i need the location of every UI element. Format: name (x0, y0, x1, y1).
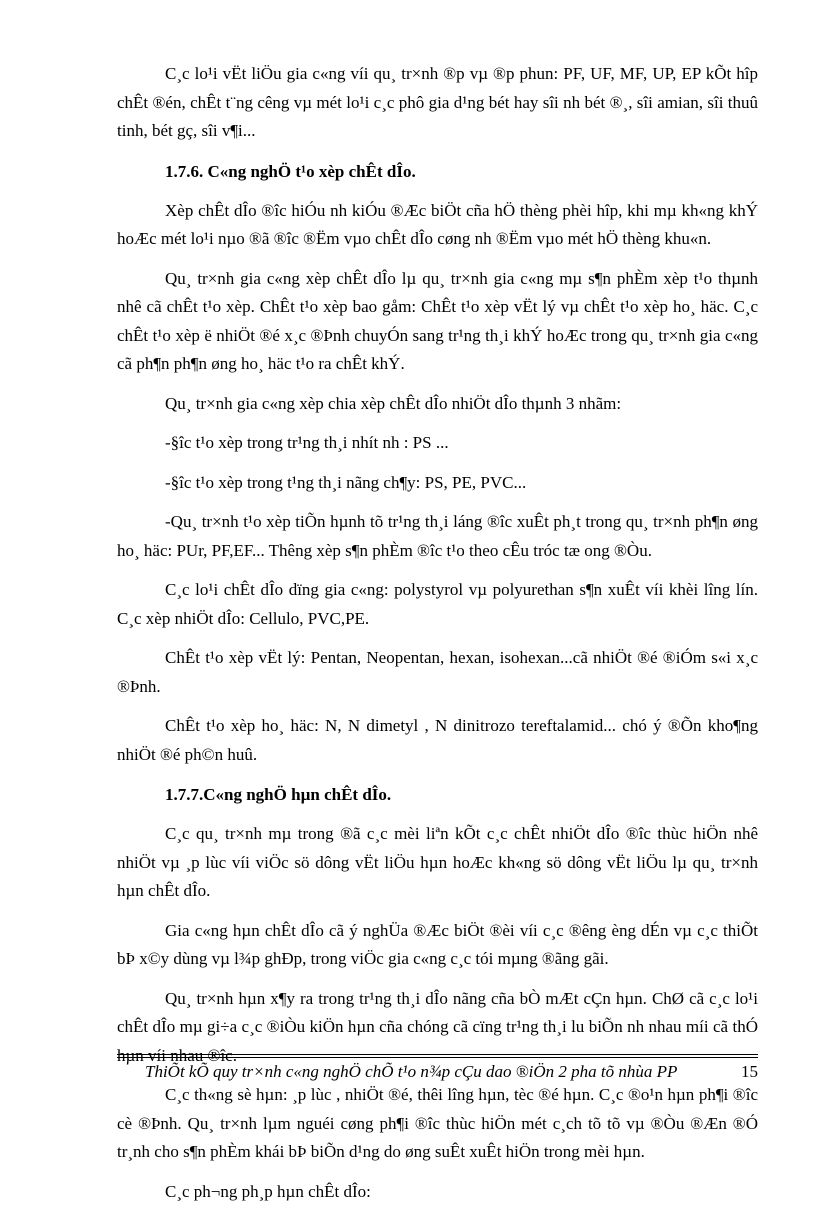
page-body (117, 60, 758, 1217)
paragraph: ChÊt t¹o xèp vËt lý: Pentan, Neopentan, hexan, isohexan...cã nhiÖt ®é ®iÓm s«i x¸c ®Þnh. (117, 648, 758, 696)
paragraph: Qu¸ tr×nh hµn x¶y ra trong tr¹ng th¸i dÎo nãng cña bÒ mÆt cÇn hµn. ChØ cã c¸c lo¹i chÊt dÎo mµ gi÷a c¸c ®iÒu kiÖn hµn cña chóng cã cïng tr¹ng th¸i lu biÕn nh nhau míi cã thÓ hµn víi nhau ®îc. (117, 988, 758, 1065)
paragraph: Xèp chÊt dÎo ®îc hiÓu nh kiÓu ®Æc biÖt cña hÖ thèng phèi hîp, khi mµ kh«ng khÝ hoÆc mét lo¹i nµo ®ã ®îc ®Ëm vµo chÊt dÎo cøng nh ®Ëm vµo mét hÖ thèng khu«n. (117, 200, 758, 248)
paragraph: Qu¸ tr×nh gia c«ng xèp chia xèp chÊt dÎo nhiÖt dÎo thµnh 3 nhãm: (165, 393, 622, 413)
paragraph: Gia c«ng hµn chÊt dÎo cã ý nghÜa ®Æc biÖt ®èi víi c¸c ®êng èng dÉn vµ c¸c thiÕt bÞ x©y dùng vµ l¾p ghÐp, trong viÖc gia c«ng c¸c tói mµng ®ãng gãi. (117, 920, 758, 968)
section-heading-1-7-6: 1.7.6. C«ng nghÖ t¹o xèp chÊt dÎo. (165, 161, 416, 181)
paragraph: C¸c lo¹i chÊt dÎo dïng gia c«ng: polystyrol vµ polyurethan s¶n xuÊt víi khèi lîng lín. C¸c xèp nhiÖt dÎo: Cellulo, PVC,PE. (117, 580, 758, 628)
bullet-item: -§îc t¹o xèp trong t¹ng th¸i nãng ch¶y: PS, PE, PVC... (165, 472, 527, 492)
paragraph: ChÊt t¹o xèp ho¸ häc: N, N dimetyl , N dinitrozo tereftalamid... chó ý ®Õn kho¶ng nhiÖt ®é ph©n huû. (117, 716, 758, 764)
paragraph: C¸c qu¸ tr×nh mµ trong ®ã c¸c mèi liªn kÕt c¸c chÊt nhiÖt dÎo ®îc thùc hiÖn nhê nhiÖt vµ ¸p lùc víi viÖc sö dông vËt liÖu hµn hoÆc kh«ng sö dông vËt liÖu lµ qu¸ tr×nh hµn chÊt dÎo. (117, 824, 758, 900)
paragraph: C¸c ph¬ng ph¸p hµn chÊt dÎo: (165, 1181, 371, 1201)
intro-paragraph: C¸c lo¹i vËt liÖu gia c«ng víi qu¸ tr×nh ®p vµ ®p phun: PF, UF, MF, UP, EP kÕt hîp chÊt ®én, chÊt t¨ng cêng vµ mét lo¹i c¸c phô gia d¹ng bét hay sîi nh bét ®¸, sîi amian, sîi thuû tinh, bét gç, sîi v¶i... (117, 64, 758, 140)
paragraph: Qu¸ tr×nh gia c«ng xèp chÊt dÎo lµ qu¸ tr×nh gia c«ng mµ s¶n phÈm xèp t¹o thµnh nhê cã chÊt t¹o xèp. ChÊt t¹o xèp bao gåm: ChÊt t¹o xèp vËt lý vµ chÊt t¹o xèp ho¸ häc. C¸c chÊt t¹o xèp ë nhiÖt ®é x¸c ®Þnh chuyÓn sang tr¹ng th¸i khÝ hoÆc trong qu¸ tr×nh gia c«ng cã ph¶n ph¶n øng ho¸ häc t¹o ra chÊt khÝ. (117, 268, 758, 373)
footer-rule-bottom (117, 1057, 758, 1058)
bullet-item: -§îc t¹o xèp trong tr¹ng th¸i nhít nh : PS ... (165, 433, 449, 452)
section-heading-1-7-7: 1.7.7.C«ng nghÖ hµn chÊt dÎo. (165, 785, 392, 804)
page-number: 15 (741, 1062, 758, 1081)
footer-title: ThiÕt kÕ quy tr×nh c«ng nghÖ chÕ t¹o n¾p cÇu dao ®iÖn 2 pha tõ nhùa PP (145, 1062, 678, 1081)
page-footer (117, 1060, 758, 1084)
bullet-item: -Qu¸ tr×nh t¹o xèp tiÕn hµnh tõ tr¹ng th¸i láng ®îc xuÊt ph¸t trong qu¸ tr×nh ph¶n øng ho¸ häc: PUr, PF,EF... Thêng xèp s¶n phÈm ®îc t¹o theo cÊu tróc tæ ong ®Òu. (117, 512, 758, 560)
paragraph: C¸c th«ng sè hµn: ¸p lùc , nhiÖt ®é, thêi lîng hµn, tèc ®é hµn. C¸c ®o¹n hµn ph¶i ®îc cè ®Þnh. Qu¸ tr×nh lµm nguéi cøng ph¶i ®îc thùc hiÖn mét c¸ch tõ tõ vµ ®Òu ®Æn ®Ó tr¸nh cho s¶n phÈm khái bÞ biÕn d¹ng do øng suÊt xuÊt hiÖn trong mèi hµn. (117, 1085, 758, 1161)
footer-rule-top (117, 1054, 758, 1055)
